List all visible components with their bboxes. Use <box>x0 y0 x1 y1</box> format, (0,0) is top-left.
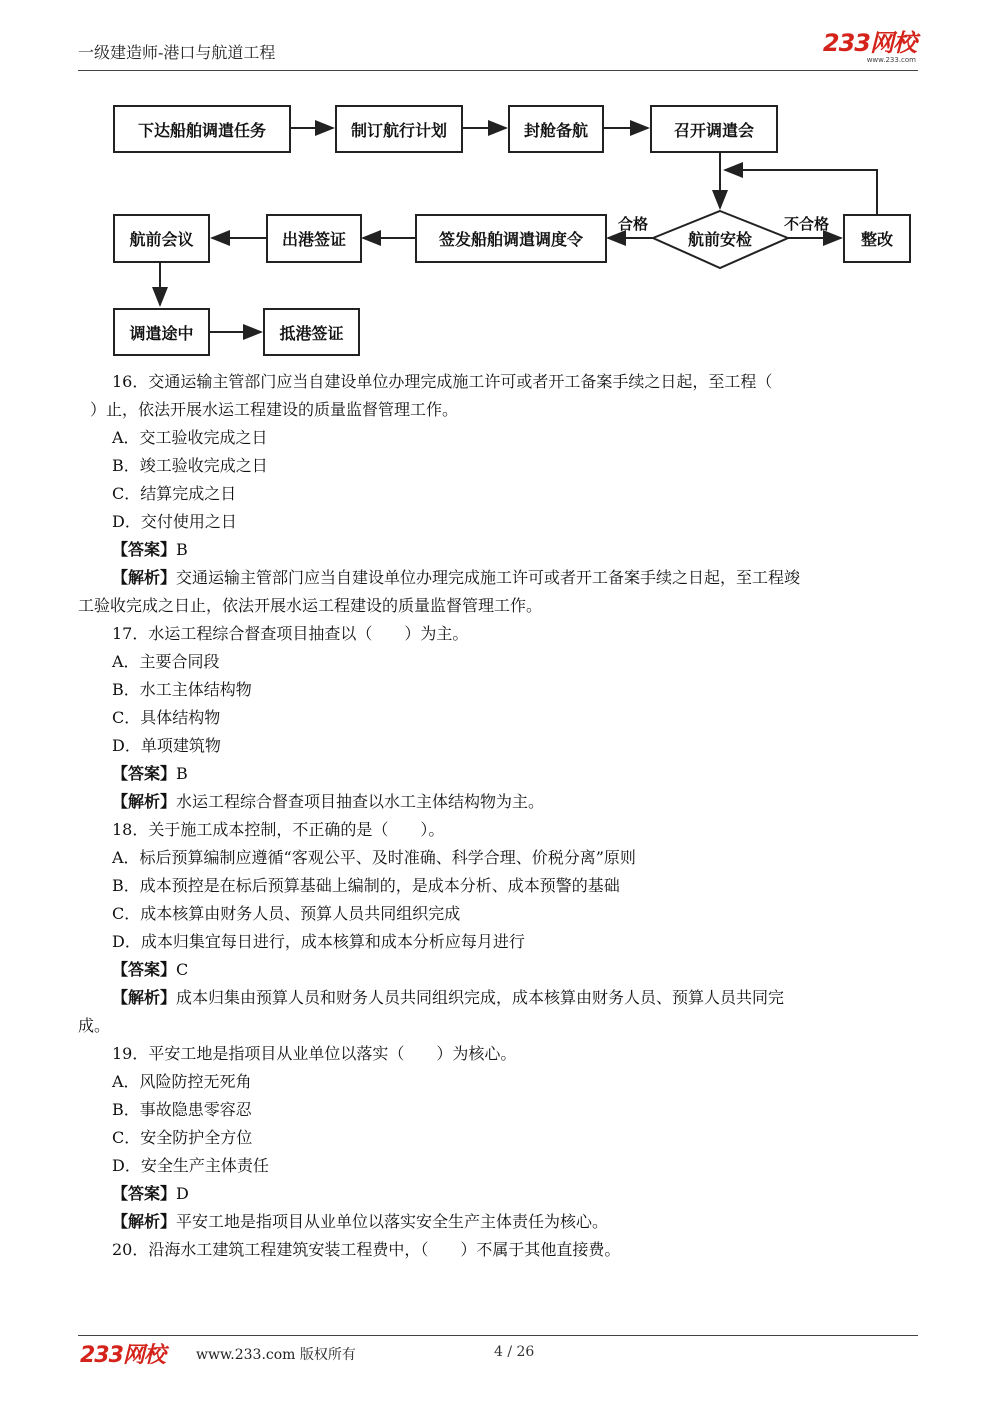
question-17-analysis <box>78 788 920 816</box>
answer-tag: 【答案】 <box>112 960 177 979</box>
analysis-tag: 【解析】 <box>112 1212 177 1231</box>
question-18-analysis <box>78 984 920 1012</box>
answer-value: C <box>176 960 189 979</box>
answer-value: B <box>176 764 188 783</box>
answer-tag: 【答案】 <box>112 764 177 783</box>
ship-dispatch-flowchart <box>100 95 920 365</box>
question-16-option-a: A．交工验收完成之日 <box>112 428 268 447</box>
flow-node-seal-hatch: 封舱备航 <box>508 105 604 153</box>
footer-brand-logo[interactable]: 233网校 <box>80 1343 165 1368</box>
flow-node-pre-voyage-meeting: 航前会议 <box>113 214 210 263</box>
flow-node-en-route: 调遣途中 <box>113 308 210 356</box>
analysis-text: 交通运输主管部门应当自建设单位办理完成施工许可或者开工备案手续之日起，至工程竣 <box>176 568 801 587</box>
flow-node-dispatch-task: 下达船舶调遣任务 <box>113 105 291 153</box>
flow-label-pass: 合格 <box>618 215 649 233</box>
question-19-option-b: B．事故隐患零容忍 <box>112 1100 252 1119</box>
question-18-option-d: D．成本归集宜每日进行，成本核算和成本分析应每月进行 <box>112 932 525 951</box>
analysis-tag: 【解析】 <box>112 988 177 1007</box>
answer-value: D <box>176 1184 189 1203</box>
analysis-text: 平安工地是指项目从业单位以落实安全生产主体责任为核心。 <box>176 1212 609 1231</box>
question-19-option-c: C．安全防护全方位 <box>112 1128 253 1147</box>
question-19-analysis <box>78 1208 920 1236</box>
question-17-stem: 17．水运工程综合督查项目抽查以（ ）为主。 <box>112 624 469 643</box>
question-16-option-c: C．结算完成之日 <box>112 484 237 503</box>
question-19-answer <box>78 1180 920 1208</box>
analysis-text: 水运工程综合督查项目抽查以水工主体结构物为主。 <box>176 792 545 811</box>
question-16-option-d: D．交付使用之日 <box>112 512 237 531</box>
analysis-text: 成本归集由预算人员和财务人员共同组织完成，成本核算由财务人员、预算人员共同完 <box>176 988 785 1007</box>
arrow-n6-n5-loop <box>725 170 877 214</box>
brand-logo[interactable] <box>823 30 916 64</box>
footer-copyright: www.233.com 版权所有 <box>196 1347 356 1363</box>
flow-node-rectify: 整改 <box>843 214 911 263</box>
answer-value: B <box>176 540 188 559</box>
question-18-answer <box>78 956 920 984</box>
question-18-option-b: B．成本预控是在标后预算基础上编制的，是成本分析、成本预警的基础 <box>112 876 620 895</box>
flow-node-arrival-visa: 抵港签证 <box>263 308 360 356</box>
flow-node-departure-visa: 出港签证 <box>266 214 362 263</box>
question-17-answer <box>78 760 920 788</box>
question-18-option-a: A．标后预算编制应遵循“客观公平、及时准确、科学合理、价税分离”原则 <box>112 848 636 867</box>
question-17-option-c: C．具体结构物 <box>112 708 221 727</box>
brand-logo-url: www.233.com <box>866 56 916 64</box>
flow-node-voyage-plan: 制订航行计划 <box>335 105 463 153</box>
question-17-option-d: D．单项建筑物 <box>112 736 221 755</box>
question-19-option-d: D．安全生产主体责任 <box>112 1156 269 1175</box>
page-number: 4 / 26 <box>494 1344 535 1360</box>
question-18-analysis-cont: 成。 <box>78 1016 111 1035</box>
question-18-stem: 18．关于施工成本控制，不正确的是（ ）。 <box>112 820 445 839</box>
flow-node-pre-voyage-inspection: 航前安检 <box>687 229 752 249</box>
page-footer <box>78 1330 918 1370</box>
question-16-analysis-cont: 工验收完成之日止，依法开展水运工程建设的质量监督管理工作。 <box>78 596 543 615</box>
question-17-option-b: B．水工主体结构物 <box>112 680 252 699</box>
page-header <box>78 30 918 72</box>
header-divider <box>78 70 918 71</box>
brand-logo-text: 233网校 <box>822 29 916 57</box>
analysis-tag: 【解析】 <box>112 568 177 587</box>
question-19-option-a: A．风险防控无死角 <box>112 1072 252 1091</box>
question-16-answer <box>78 536 920 564</box>
question-list <box>78 368 920 1264</box>
question-18-option-c: C．成本核算由财务人员、预算人员共同组织完成 <box>112 904 461 923</box>
footer-divider <box>78 1335 918 1336</box>
question-16-option-b: B．竣工验收完成之日 <box>112 456 268 475</box>
question-16-analysis <box>78 564 920 592</box>
flow-node-dispatch-order: 签发船舶调遣调度令 <box>415 214 607 263</box>
question-16-stem-cont: ）止，依法开展水运工程建设的质量监督管理工作。 <box>90 400 459 419</box>
answer-tag: 【答案】 <box>112 540 177 559</box>
question-16-stem: 16．交通运输主管部门应当自建设单位办理完成施工许可或者开工备案手续之日起，至工程（ <box>112 372 773 391</box>
question-17-option-a: A．主要合同段 <box>112 652 220 671</box>
analysis-tag: 【解析】 <box>112 792 177 811</box>
question-20-stem: 20．沿海水工建筑工程建筑安装工程费中，（ ）不属于其他直接费。 <box>112 1240 621 1259</box>
question-19-stem: 19．平安工地是指项目从业单位以落实（ ）为核心。 <box>112 1044 517 1063</box>
document-title: 一级建造师-港口与航道工程 <box>78 43 276 62</box>
flow-node-dispatch-meeting: 召开调遣会 <box>650 105 778 153</box>
flow-label-fail: 不合格 <box>784 215 830 233</box>
answer-tag: 【答案】 <box>112 1184 177 1203</box>
